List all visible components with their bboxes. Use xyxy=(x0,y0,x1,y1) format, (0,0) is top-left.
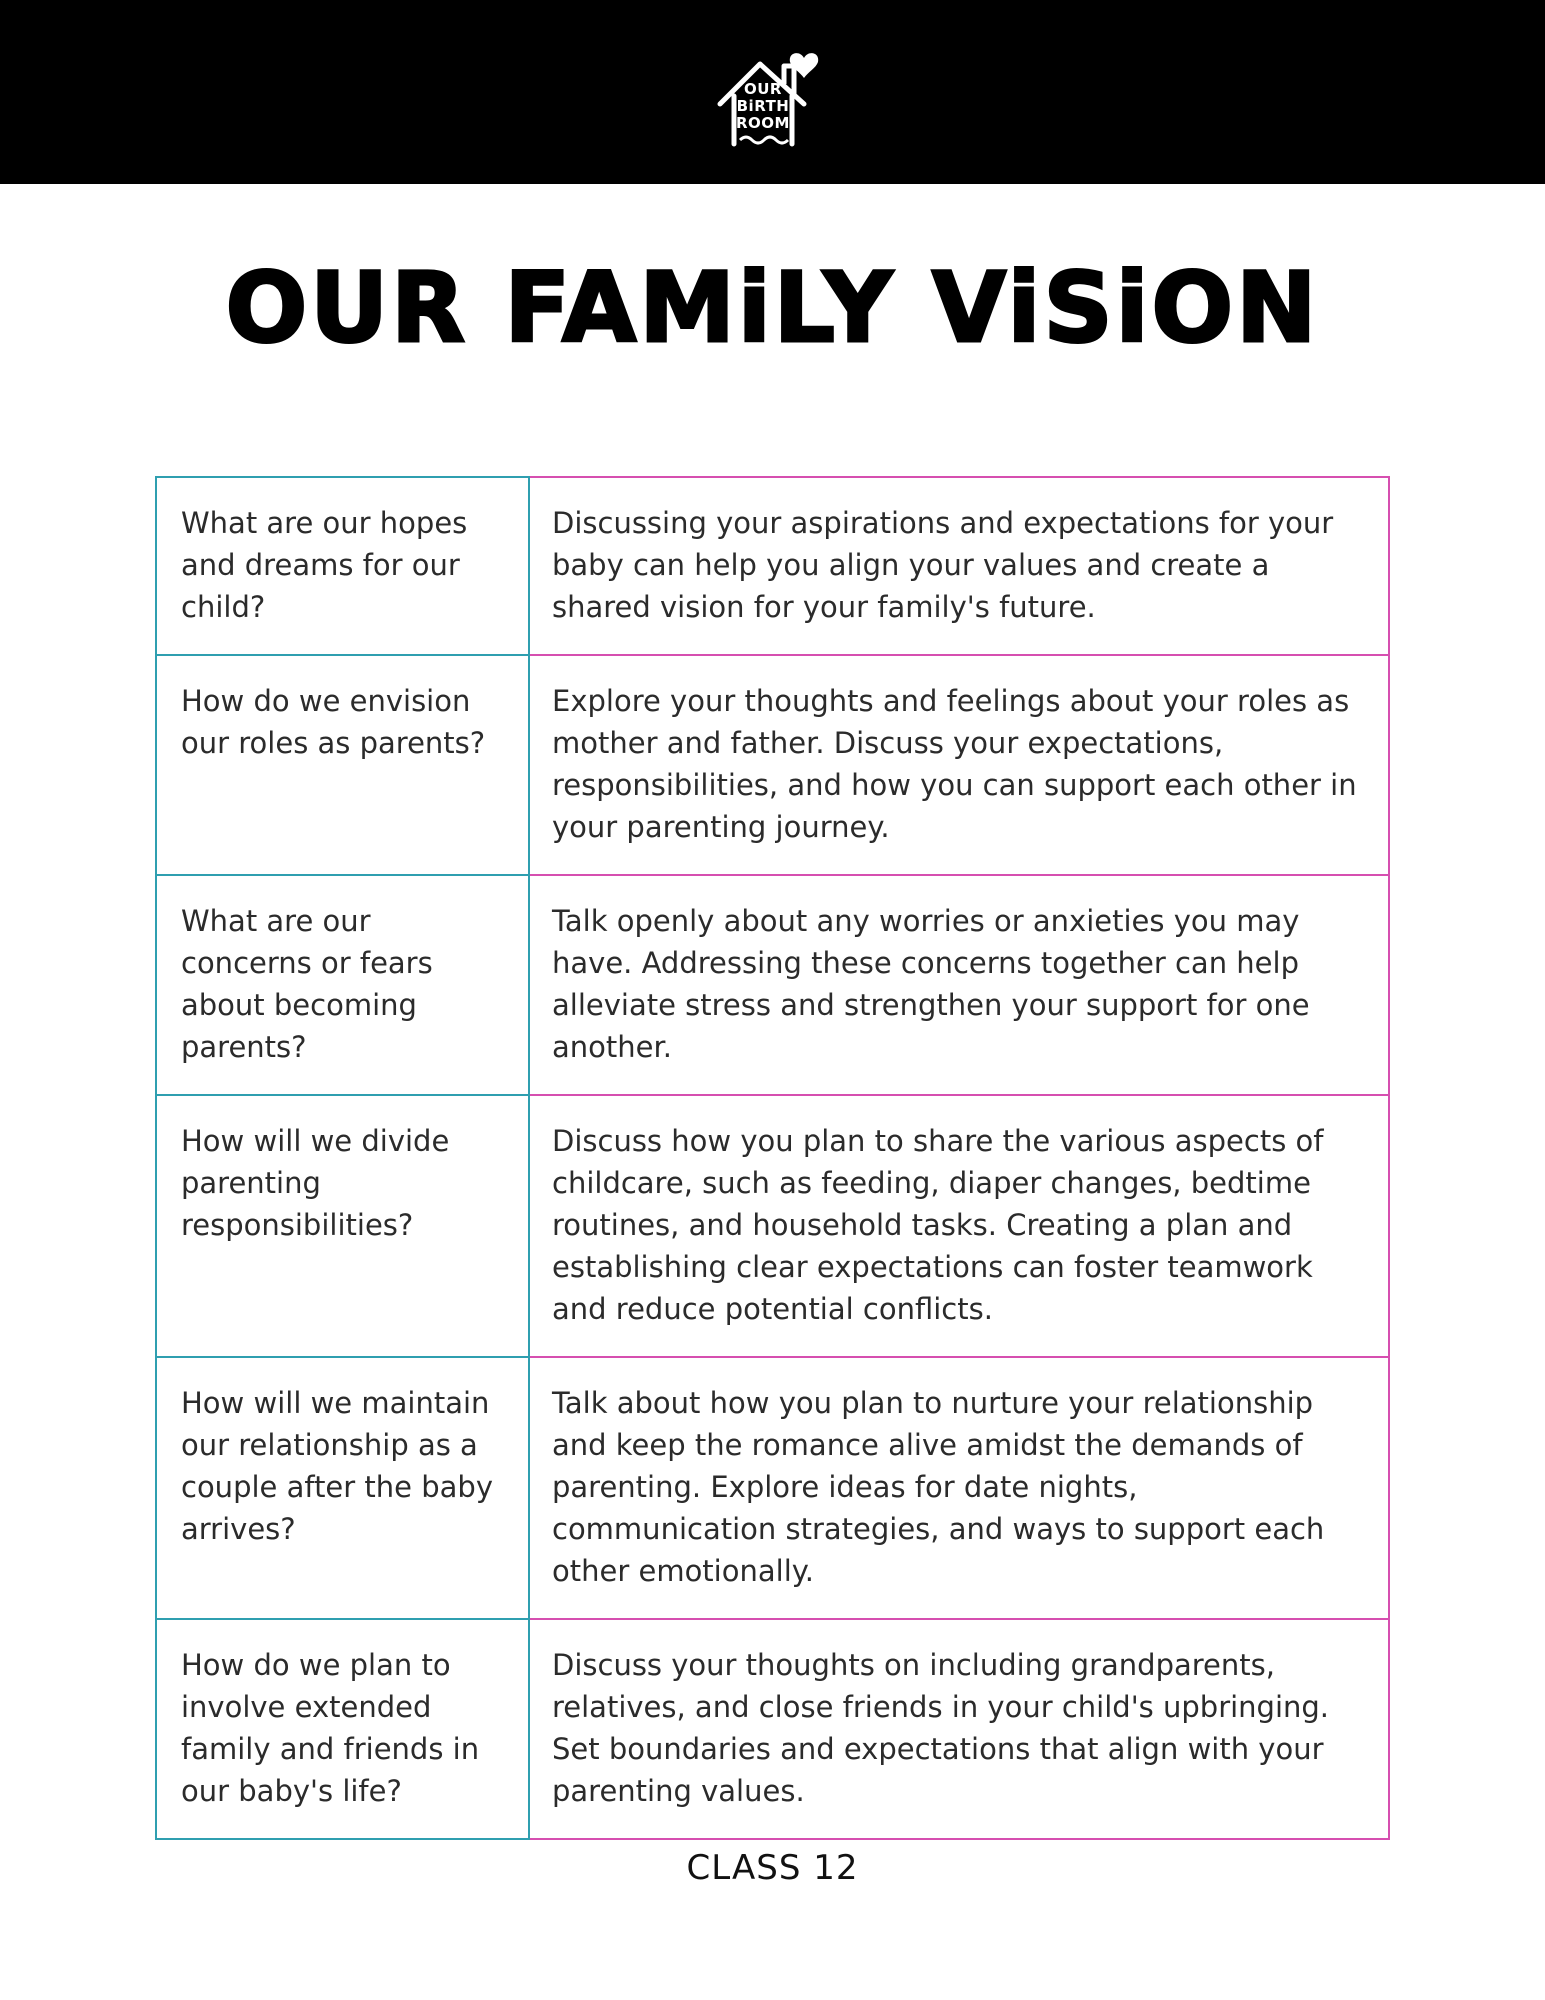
footer-class-label: CLASS 12 xyxy=(686,1848,859,1888)
logo-line-2: BiRTH xyxy=(736,97,790,115)
answer-cell: Discuss how you plan to share the various aspects of childcare, such as feeding, diaper changes, bedtime routines, and household tasks. Creating a plan and establishing clear expectations can foster teamwork and reduce potential conflicts. xyxy=(530,1096,1390,1358)
header-bar xyxy=(0,0,1545,184)
answer-cell: Talk about how you plan to nurture your relationship and keep the romance alive amidst the demands of parenting. Explore ideas for date nights, communication strategies, and ways to support each other emotionally. xyxy=(530,1358,1390,1620)
logo-line-3: ROOM xyxy=(736,114,790,132)
answer-cell: Discuss your thoughts on including grandparents, relatives, and close friends in your child's upbringing. Set boundaries and expectations that align with your parenting values. xyxy=(530,1620,1390,1840)
answer-cell: Talk openly about any worries or anxieties you may have. Addressing these concerns together can help alleviate stress and strengthen your support for one another. xyxy=(530,876,1390,1096)
answer-cell: Discussing your aspirations and expectations for your baby can help you align your values and create a shared vision for your family's future. xyxy=(530,476,1390,656)
table-row xyxy=(155,1620,1390,1840)
vision-table xyxy=(155,476,1390,1840)
our-birth-room-logo xyxy=(712,36,832,148)
table-row xyxy=(155,876,1390,1096)
table-row xyxy=(155,1358,1390,1620)
table-row xyxy=(155,476,1390,656)
table-row xyxy=(155,656,1390,876)
table-row xyxy=(155,1096,1390,1358)
answer-cell: Explore your thoughts and feelings about your roles as mother and father. Discuss your expectations, responsibilities, and how you can support each other in your parenting journey. xyxy=(530,656,1390,876)
question-cell: How will we divide parenting responsibilities? xyxy=(155,1096,530,1358)
question-cell: How do we plan to involve extended family and friends in our baby's life? xyxy=(155,1620,530,1840)
question-cell: How do we envision our roles as parents? xyxy=(155,656,530,876)
page-title: OUR FAMiLY ViSiON xyxy=(225,252,1320,364)
logo-line-1: OUR xyxy=(744,80,782,98)
question-cell: What are our concerns or fears about becoming parents? xyxy=(155,876,530,1096)
question-cell: How will we maintain our relationship as a couple after the baby arrives? xyxy=(155,1358,530,1620)
question-cell: What are our hopes and dreams for our child? xyxy=(155,476,530,656)
